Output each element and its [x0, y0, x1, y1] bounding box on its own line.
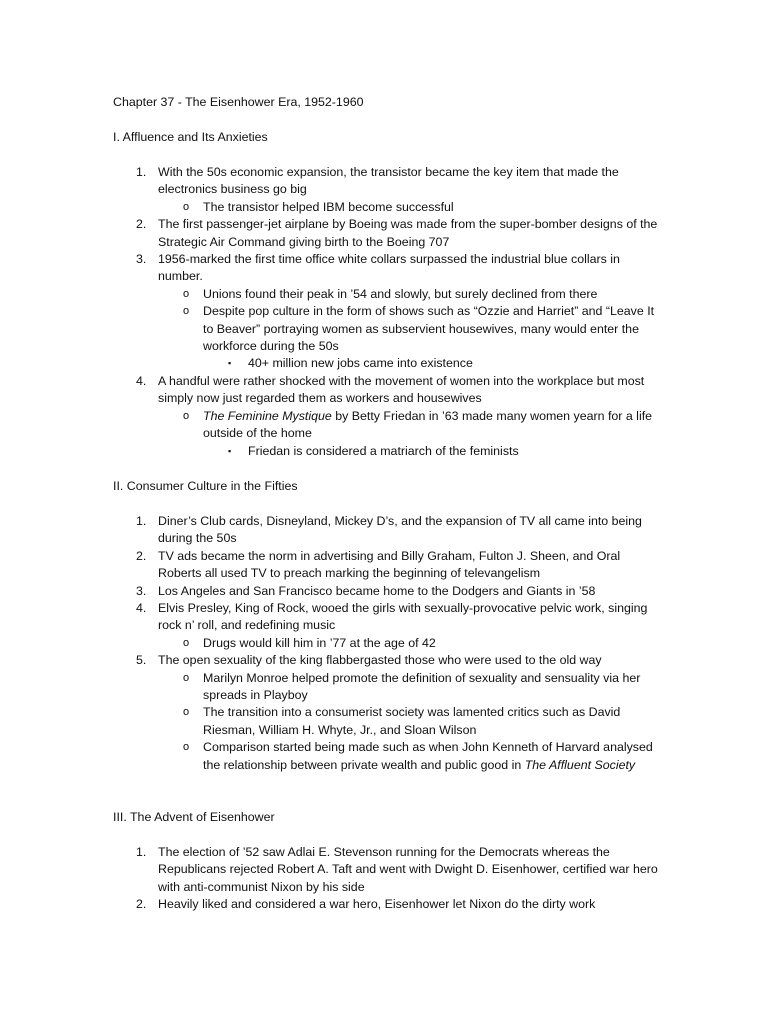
list-item: [0, 583, 768, 600]
hollow-bullet-icon: o: [183, 671, 190, 684]
list-item: [0, 600, 768, 635]
hollow-bullet-icon: o: [183, 287, 190, 300]
hollow-bullet-icon: o: [183, 200, 190, 213]
item-number: 5.: [136, 653, 147, 668]
list-item: [0, 513, 768, 548]
hollow-bullet-icon: o: [183, 741, 190, 754]
section-heading-3: III. The Advent of Eisenhower: [113, 810, 275, 824]
sub-item-text: Despite pop culture in the form of shows such as “Ozzie and Harriet” and “Leave It to Beaver” portraying women as subservient housewives, many would enter the workforce during the 50s: [203, 304, 655, 354]
book-title: The Feminine Mystique: [203, 408, 332, 423]
sub-item-text: Drugs would kill him in ’77 at the age of 42: [203, 635, 436, 650]
item-text: Elvis Presley, King of Rock, wooed the girls with sexually-provocative pelvic work, singing rock n’ roll, and redefining music: [158, 601, 648, 633]
sub-item: [0, 303, 768, 355]
sub-item-text: The transition into a consumerist society was lamented critics such as David Riesman, William H. Whyte, Jr., and Sloan Wilson: [203, 705, 621, 737]
list-item: [0, 216, 768, 251]
list-item: [0, 373, 768, 408]
section-3-list: [0, 844, 768, 914]
section-2-list: [0, 513, 768, 774]
section-heading-2: II. Consumer Culture in the Fifties: [113, 479, 298, 493]
list-item: [0, 548, 768, 583]
hollow-bullet-icon: o: [183, 305, 190, 318]
sub-item-text: Marilyn Monroe helped promote the definition of sexuality and sensuality via her spreads in Playboy: [203, 670, 641, 703]
page-title: Chapter 37 - The Eisenhower Era, 1952-1960: [113, 95, 364, 109]
item-text: 1956-marked the first time office white collars surpassed the industrial blue collars in number.: [158, 252, 620, 284]
list-item: [0, 844, 768, 896]
section-1-list: [0, 164, 768, 460]
sub-sub-item: [0, 443, 768, 460]
book-title: The Affluent Society: [524, 757, 636, 772]
section-heading-1: I. Affluence and Its Anxieties: [113, 130, 268, 144]
sub-sub-item: [0, 355, 768, 372]
list-item: [0, 652, 768, 669]
item-number: 2.: [136, 548, 147, 563]
sub-sub-item-text: Friedan is considered a matriarch of the feminists: [248, 443, 519, 458]
sub-item: [0, 199, 768, 216]
hollow-bullet-icon: o: [183, 706, 190, 719]
item-number: 2.: [136, 897, 147, 912]
sub-item-text: Comparison started being made such as when John Kenneth of Harvard analysed the relationship between private wealth and public good in: [203, 740, 653, 772]
item-number: 1.: [136, 845, 147, 859]
sub-item: [0, 408, 768, 443]
item-text: Diner’s Club cards, Disneyland, Mickey D’s, and the expansion of TV all came into being during the 50s: [158, 514, 642, 546]
item-text: With the 50s economic expansion, the transistor became the key item that made the electronics business go big: [158, 165, 619, 197]
square-bullet-icon: ▪: [228, 445, 232, 456]
item-number: 4.: [136, 601, 147, 616]
sub-item-text: The transistor helped IBM become successful: [203, 199, 454, 214]
item-text: A handful were rather shocked with the movement of women into the workplace but most simply now just regarded them as workers and housewives: [158, 373, 645, 406]
square-bullet-icon: ▪: [228, 358, 232, 369]
item-text: Los Angeles and San Francisco became home to the Dodgers and Giants in ’58: [158, 583, 596, 598]
item-text: Heavily liked and considered a war hero, Eisenhower let Nixon do the dirty work: [158, 897, 596, 912]
item-text: The first passenger-jet airplane by Boeing was made from the super-bomber designs of the Strategic Air Command giving birth to the Boeing 707: [158, 217, 658, 249]
list-item: [0, 251, 768, 286]
item-number: 3.: [136, 583, 147, 598]
item-text: The election of ’52 saw Adlai E. Stevenson running for the Democrats whereas the Republicans rejected Robert A. Taft and went with Dwight D. Eisenhower, certified war hero with anti-communist Nixon by his side: [158, 845, 658, 894]
item-number: 1.: [136, 514, 147, 528]
item-number: 4.: [136, 373, 147, 388]
sub-item: [0, 704, 768, 739]
list-item: [0, 896, 768, 913]
item-number: 1.: [136, 165, 147, 179]
sub-item-text: Unions found their peak in ’54 and slowly, but surely declined from there: [203, 286, 598, 301]
hollow-bullet-icon: o: [183, 409, 190, 422]
item-number: 3.: [136, 252, 147, 267]
sub-item-text: by Betty Friedan in ’63 made many women yearn for a life outside of the home: [203, 408, 653, 441]
sub-item: [0, 670, 768, 705]
item-text: The open sexuality of the king flabbergasted those who were used to the old way: [158, 653, 602, 668]
sub-item: [0, 739, 768, 774]
sub-sub-item-text: 40+ million new jobs came into existence: [248, 356, 473, 371]
hollow-bullet-icon: o: [183, 636, 190, 649]
sub-item: [0, 286, 768, 303]
item-text: TV ads became the norm in advertising and Billy Graham, Fulton J. Sheen, and Oral Roberts all used TV to preach marking the beginning of televangelism: [158, 548, 621, 581]
list-item: [0, 164, 768, 199]
item-number: 2.: [136, 217, 147, 232]
sub-item: [0, 635, 768, 652]
